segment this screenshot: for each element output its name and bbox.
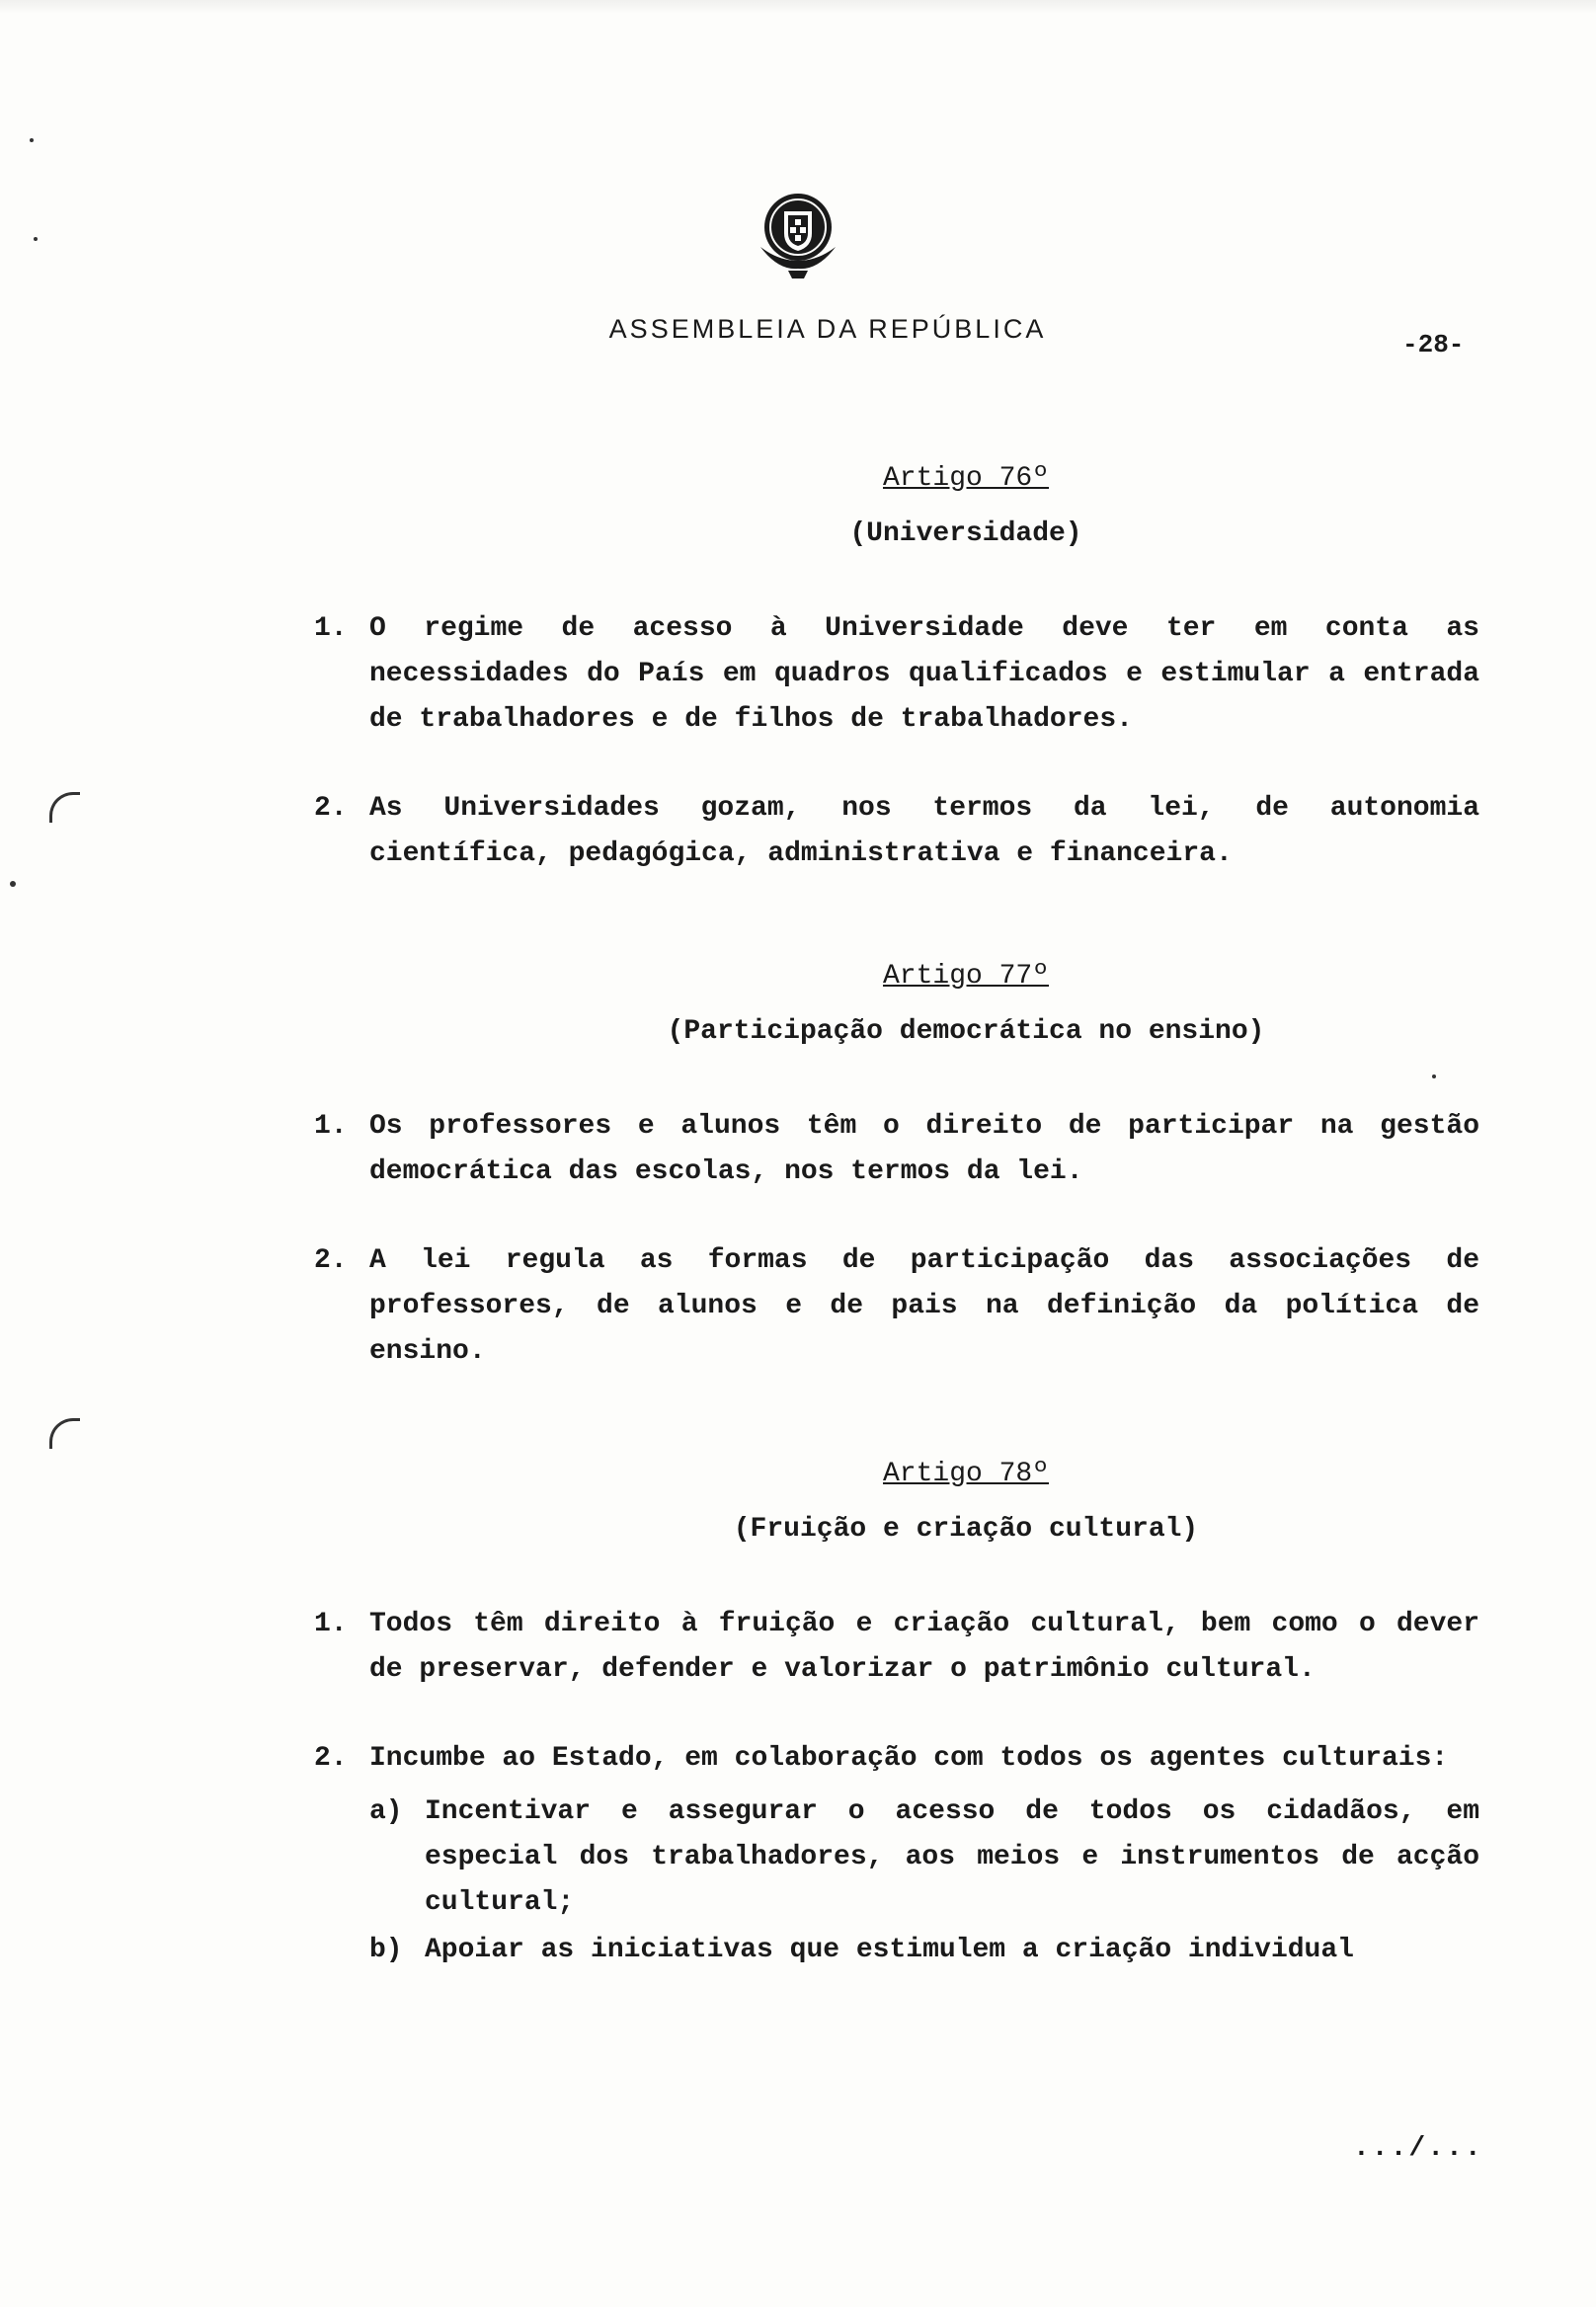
subitem-letter: a) (369, 1796, 403, 1827)
item-number: 2. (314, 793, 348, 824)
item-text: As Universidades gozam, nos termos da lei, de autonomia científica, pedagógica, administrativa e financeira. (369, 793, 1479, 869)
article-77 (314, 954, 1479, 1375)
article-number: Artigo 76º (882, 463, 1050, 494)
article-title: (Participação democrática no ensino) (667, 1016, 1265, 1047)
article-item (314, 1602, 1479, 1693)
continuation-marker: .../... (1353, 2133, 1483, 2164)
article-76 (314, 456, 1479, 877)
article-item (314, 1104, 1479, 1195)
article-subitem (369, 1928, 1479, 1973)
page-number: -28- (1402, 330, 1465, 359)
scan-speck (34, 237, 38, 241)
article-item (314, 1238, 1479, 1375)
item-number: 1. (314, 1111, 348, 1142)
item-text: A lei regula as formas de participação das associações de professores, de alunos e de pais na definição da política de ensino. (369, 1245, 1479, 1367)
article-title: (Universidade) (849, 518, 1082, 549)
item-number: 1. (314, 613, 348, 644)
article-78 (314, 1452, 1479, 1973)
item-number: 1. (314, 1609, 348, 1639)
article-number: Artigo 78º (882, 1459, 1050, 1489)
article-item (314, 1736, 1479, 1782)
item-number: 2. (314, 1245, 348, 1276)
article-title: (Fruição e criação cultural) (733, 1514, 1199, 1545)
item-text: Os professores e alunos têm o direito de participar na gestão democrática das escolas, nos termos da lei. (369, 1111, 1479, 1187)
subitem-text: Apoiar as iniciativas que estimulem a criação individual (425, 1935, 1354, 1965)
scan-hole-mark (49, 1418, 80, 1449)
institution-header: ASSEMBLEIA DA REPÚBLICA (608, 314, 1047, 344)
document-body (314, 456, 1479, 2050)
subitem-letter: b) (369, 1935, 403, 1965)
item-text: Todos têm direito à fruição e criação cultural, bem como o dever de preservar, defender e valorizar o patrimônio cultural. (369, 1609, 1479, 1685)
scan-speck (10, 881, 16, 887)
article-subitem (369, 1790, 1479, 1926)
article-item (314, 606, 1479, 743)
scan-edge-artifact (0, 0, 1596, 14)
item-text: O regime de acesso à Universidade deve ter em conta as necessidades do País em quadros qualificados e estimular a entrada de trabalhadores e de filhos de trabalhadores. (369, 613, 1479, 735)
article-number: Artigo 77º (882, 961, 1050, 992)
item-text: Incumbe ao Estado, em colaboração com todos os agentes culturais: (369, 1743, 1449, 1774)
coat-of-arms-emblem (749, 188, 847, 286)
scan-speck (30, 138, 34, 142)
item-number: 2. (314, 1743, 348, 1774)
article-item (314, 786, 1479, 877)
subitem-text: Incentivar e assegurar o acesso de todos os cidadãos, em especial dos trabalhadores, aos meios e instrumentos de acção cultural; (425, 1796, 1479, 1918)
scan-hole-mark (49, 792, 80, 823)
